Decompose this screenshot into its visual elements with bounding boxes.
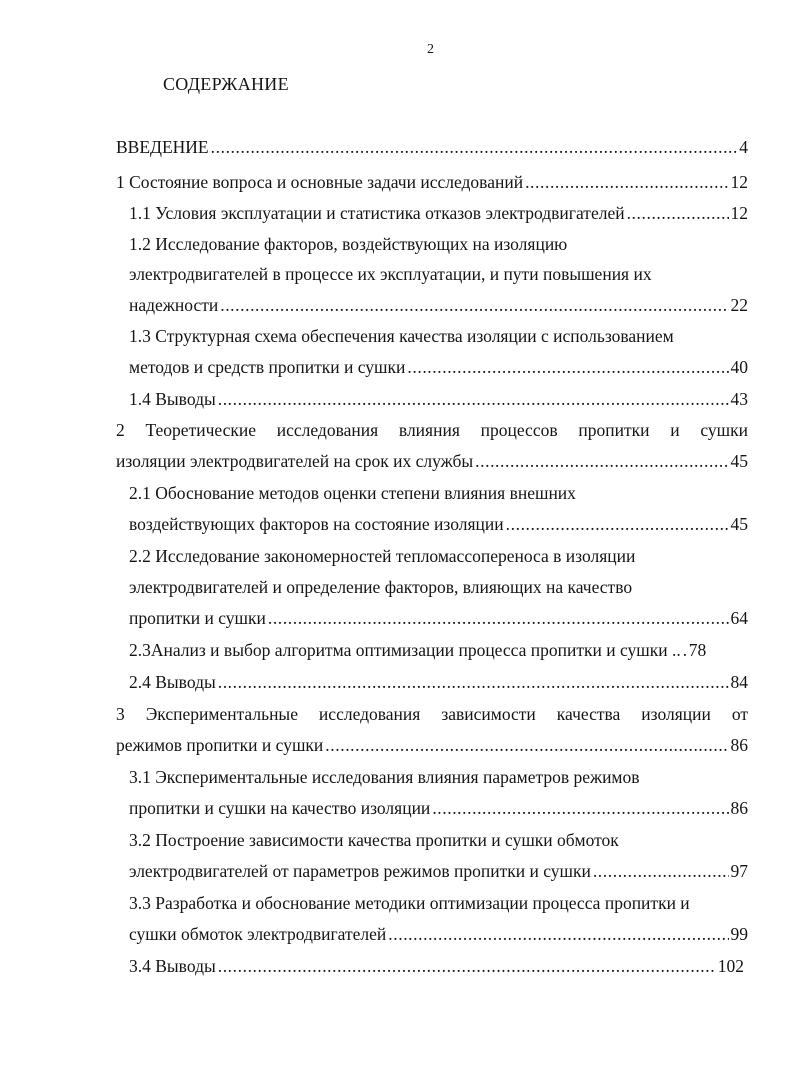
toc-entry-2-2-line-2 [129,574,748,600]
toc-entry-text: электродвигателей и определение факторов, влияющих на качество [129,577,633,597]
toc-entry-3-1-line-2 [129,795,748,821]
leader-dots [218,953,716,979]
toc-entry-3-2-line-2 [129,858,748,884]
toc-entry-text: 3.4 Выводы [129,956,216,976]
toc-entry-chapter-2-line-2 [116,448,748,474]
toc-entry-text: 3.2 Построение зависимости качества пропитки и сушки обмоток [129,830,619,850]
toc-entry-chapter-2-line-1 [116,417,748,443]
toc-entry-text: 1.3 Структурная схема обеспечения качества изоляции с использованием [129,326,674,346]
toc-entry-text: 2.3Анализ и выбор алгоритма оптимизации процесса пропитки и сушки .. [129,640,681,660]
toc-entry-text: 3 Экспериментальные исследования зависимости качества изоляции от [116,704,748,724]
toc-entry-text: пропитки и сушки на качество изоляции [129,798,431,818]
toc-entry-page: 86 [730,735,748,755]
toc-entry-1-2-line-2 [129,261,748,287]
toc-entry-chapter-3-line-2 [116,732,748,758]
toc-entry-2-2-line-1 [129,543,748,569]
toc-entry-text: 1.1 Условия эксплуатации и статистика отказов электродвигателей [129,203,625,223]
toc-entry-page: 86 [730,798,748,818]
leader-dots [218,386,729,412]
toc-entry-1-2-line-1 [129,231,748,257]
toc-entry-text: 1.4 Выводы [129,389,216,409]
leader-dots [218,669,729,695]
toc-entry-page: 4 [739,137,748,157]
toc-entry-text: воздействующих факторов на состояние изоляции [129,514,504,534]
toc-entry-2-4 [129,669,748,695]
toc-entry-page: 22 [730,295,748,315]
leader-dots [593,858,729,884]
leader-dots [683,637,687,663]
leader-dots [506,511,729,537]
toc-entry-page: 43 [730,389,748,409]
toc-entry-text: 2.4 Выводы [129,672,216,692]
toc-entry-text: 3.3 Разработка и обоснование методики оптимизации процесса пропитки и [129,893,690,913]
toc-entry-text: 2 Теоретические исследования влияния процессов пропитки и сушки [116,420,748,440]
page-number: 2 [427,42,434,57]
toc-entry-text: режимов пропитки и сушки [116,735,324,755]
leader-dots [627,200,729,226]
toc-entry-page: 40 [730,357,748,377]
toc-entry-text: 2.2 Исследование закономерностей тепломассопереноса в изоляции [129,546,636,566]
toc-entry-1-1 [129,200,748,226]
toc-entry-3-4 [129,953,744,979]
toc-entry-2-1-line-2 [129,511,748,537]
toc-entry-text: сушки обмоток электродвигателей [129,924,387,944]
toc-entry-3-3-line-1 [129,890,748,916]
toc-entry-chapter-1 [116,169,748,195]
toc-entry-page: 45 [730,451,748,471]
toc-entry-2-3 [129,637,748,663]
toc-entry-page: 12 [730,203,748,223]
leader-dots [388,921,728,947]
page-title: СОДЕРЖАНИЕ [163,74,289,94]
toc-entry-1-2-line-3 [129,292,748,318]
toc-entry-2-1-line-1 [129,480,748,506]
toc-entry-text: пропитки и сушки [129,608,266,628]
toc-entry-3-1-line-1 [129,764,748,790]
toc-entry-text: электродвигателей от параметров режимов пропитки и сушки [129,861,591,881]
toc-entry-3-2-line-1 [129,827,748,853]
toc-entry-1-3-line-1 [129,323,748,349]
toc-entry-text: ВВЕДЕНИЕ [116,137,209,157]
toc-entry-text: изоляции электродвигателей на срок их службы [116,451,474,471]
toc-entry-page: 97 [730,861,748,881]
toc-entry-text: 2.1 Обоснование методов оценки степени влияния внешних [129,483,576,503]
leader-dots [268,605,729,631]
toc-entry-text: 1.2 Исследование факторов, воздействующих на изоляцию [129,234,568,254]
toc-entry-1-3-line-2 [129,354,748,380]
toc-entry-chapter-3-line-1 [116,701,748,727]
toc-entry-page: 99 [730,924,748,944]
toc-entry-1-4 [129,386,748,412]
leader-dots [475,448,728,474]
toc-entry-3-3-line-2 [129,921,748,947]
toc-entry-text: надежности [129,295,219,315]
toc-entry-page: 102 [717,956,744,976]
leader-dots [325,732,728,758]
leader-dots [407,354,728,380]
toc-entry-text: электродвигателей в процессе их эксплуатации, и пути повышения их [129,264,652,284]
leader-dots [525,169,728,195]
toc-entry-text: 1 Состояние вопроса и основные задачи исследований [116,172,524,192]
leader-dots [432,795,728,821]
toc-entry-introduction [116,134,748,160]
leader-dots [220,292,728,318]
toc-entry-page: 64 [730,608,748,628]
toc-entry-page: 12 [730,172,748,192]
toc-entry-page: 78 [688,640,707,660]
toc-entry-text: 3.1 Экспериментальные исследования влияния параметров режимов [129,767,640,787]
toc-entry-page: 45 [730,514,748,534]
toc-entry-2-2-line-3 [129,605,748,631]
leader-dots [211,134,738,160]
toc-entry-text: методов и средств пропитки и сушки [129,357,406,377]
toc-entry-page: 84 [730,672,748,692]
